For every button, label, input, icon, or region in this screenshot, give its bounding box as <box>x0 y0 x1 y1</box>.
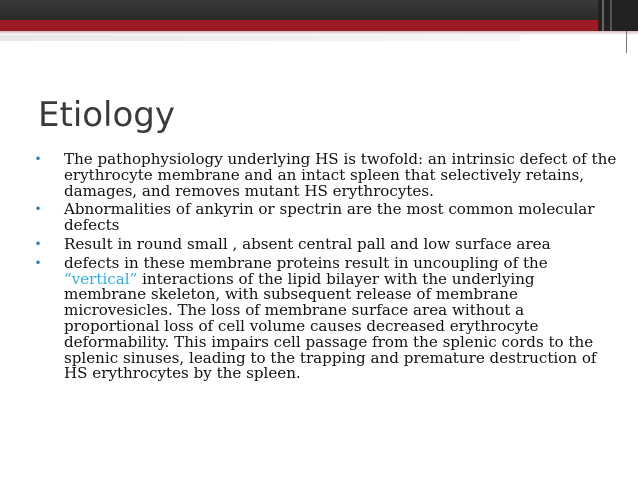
bullet-dot-icon: • <box>34 236 42 251</box>
header-corner-line <box>626 31 627 53</box>
slide-title: Etiology <box>38 95 176 135</box>
bullet-item-1 <box>30 152 620 199</box>
bullet-dot-icon: • <box>34 255 42 270</box>
bullet-item-3 <box>30 234 620 253</box>
bullet-text: Abnormalities of ankyrin or spectrin are the most common molecular defects <box>64 200 595 235</box>
bullet-item-4 <box>30 253 620 383</box>
bullet-dot-icon: • <box>34 152 42 166</box>
bullet-text: Result in round small , absent central pall and low surface area <box>64 234 551 253</box>
bullet-text-start: defects in these membrane proteins result in uncoupling of the <box>64 253 548 272</box>
bullet-dot-icon: • <box>34 202 42 217</box>
header-dark-bar <box>0 0 638 20</box>
header-gray-strip <box>0 35 520 41</box>
bullet-list <box>30 152 620 385</box>
highlighted-term: “vertical” <box>64 269 138 288</box>
bullet-item-2 <box>30 202 620 234</box>
bullet-text-end: interactions of the lipid bilayer with the underlying membrane skeleton, with subsequent release of membrane microvesicles. The loss of membrane surface area without a proportional loss of cell volume causes decreased erythrocyte deformability. This impairs cell passage from the splenic cords to the splenic sinuses, leading to the trapping and premature destruction of HS erythrocytes by the spleen. <box>64 269 597 383</box>
bullet-text: The pathophysiology underlying HS is twofold: an intrinsic defect of the erythrocyte membrane and an intact spleen that selectively retains, damages, and removes mutant HS erythrocytes. <box>64 150 617 200</box>
header-corner-block <box>598 0 638 31</box>
header-red-bar <box>0 20 638 31</box>
